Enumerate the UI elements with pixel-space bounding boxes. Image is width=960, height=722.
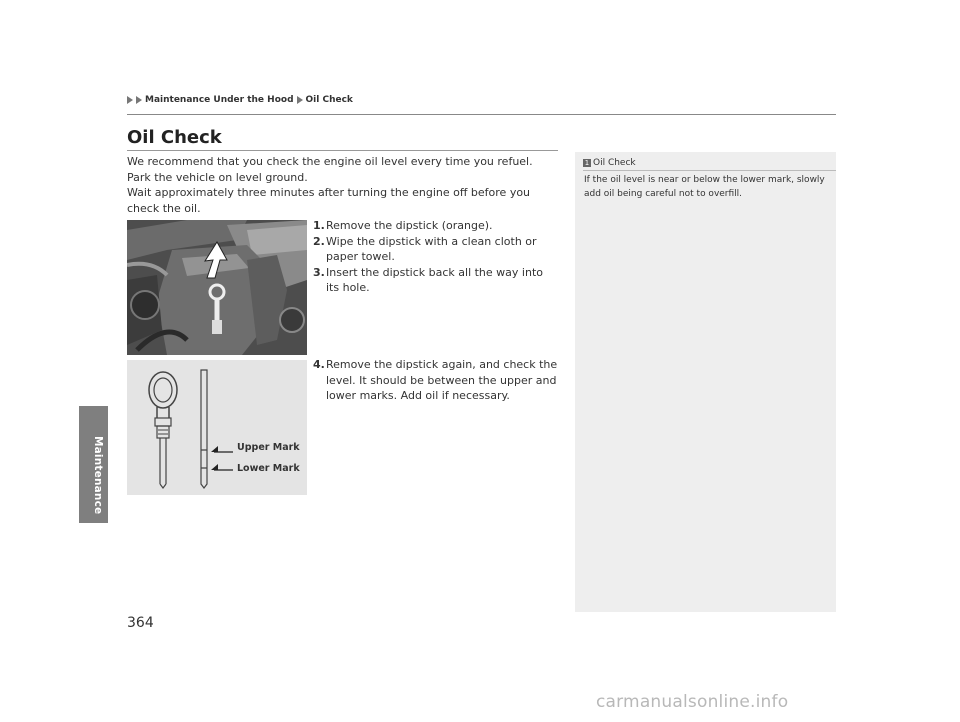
step-number: 4. — [313, 358, 325, 371]
steps-list-1 — [313, 218, 559, 296]
intro-text — [127, 154, 559, 216]
step-text: Wipe the dipstick with a clean cloth or paper towel. — [326, 234, 537, 263]
breadcrumb — [127, 95, 353, 105]
intro-paragraph: Wait approximately three minutes after turning the engine off before you check the oil. — [127, 186, 531, 215]
step-text: Remove the dipstick (orange). — [326, 219, 493, 232]
note-heading — [583, 158, 636, 168]
steps-list-2 — [313, 357, 559, 404]
note-sidebar — [575, 152, 836, 612]
note-title: Oil Check — [593, 158, 636, 168]
dipstick-illustration — [127, 360, 307, 495]
step-number: 2. — [313, 234, 325, 248]
dipstick-diagram — [127, 360, 307, 495]
note-rule — [583, 170, 836, 171]
breadcrumb-arrow-icon — [297, 96, 303, 104]
step-item — [313, 265, 559, 296]
step-item — [313, 234, 559, 265]
engine-bay-illustration — [127, 220, 307, 355]
watermark: carmanualsonline.info — [596, 692, 789, 712]
step-text: Remove the dipstick again, and check the level. It should be between the upper and lower marks. Add oil if necessary. — [326, 358, 558, 402]
lower-mark-label: Lower Mark — [237, 463, 300, 474]
upper-mark-label: Upper Mark — [237, 442, 300, 453]
header-rule — [127, 114, 836, 115]
step-number: 1. — [313, 219, 325, 232]
step-item — [313, 218, 559, 234]
breadcrumb-page[interactable]: Oil Check — [305, 95, 353, 105]
step-text: Insert the dipstick back all the way into its hole. — [326, 265, 543, 294]
breadcrumb-arrow-icon — [136, 96, 142, 104]
title-rule — [127, 150, 558, 151]
intro-paragraph: Park the vehicle on level ground. — [127, 170, 308, 184]
note-marker-icon: 1 — [584, 159, 590, 167]
breadcrumb-arrow-icon — [127, 96, 133, 104]
breadcrumb-section[interactable]: Maintenance Under the Hood — [145, 95, 294, 105]
page-number: 364 — [127, 615, 154, 631]
engine-photo — [127, 220, 307, 355]
intro-paragraph: We recommend that you check the engine oil level every time you refuel. — [127, 155, 533, 168]
step-item — [313, 357, 559, 404]
page-title: Oil Check — [127, 127, 222, 148]
step-number: 3. — [313, 265, 325, 279]
section-tab-label: Maintenance — [92, 436, 104, 515]
note-text: If the oil level is near or below the lower mark, slowly add oil being careful not to overfill. — [584, 175, 825, 199]
